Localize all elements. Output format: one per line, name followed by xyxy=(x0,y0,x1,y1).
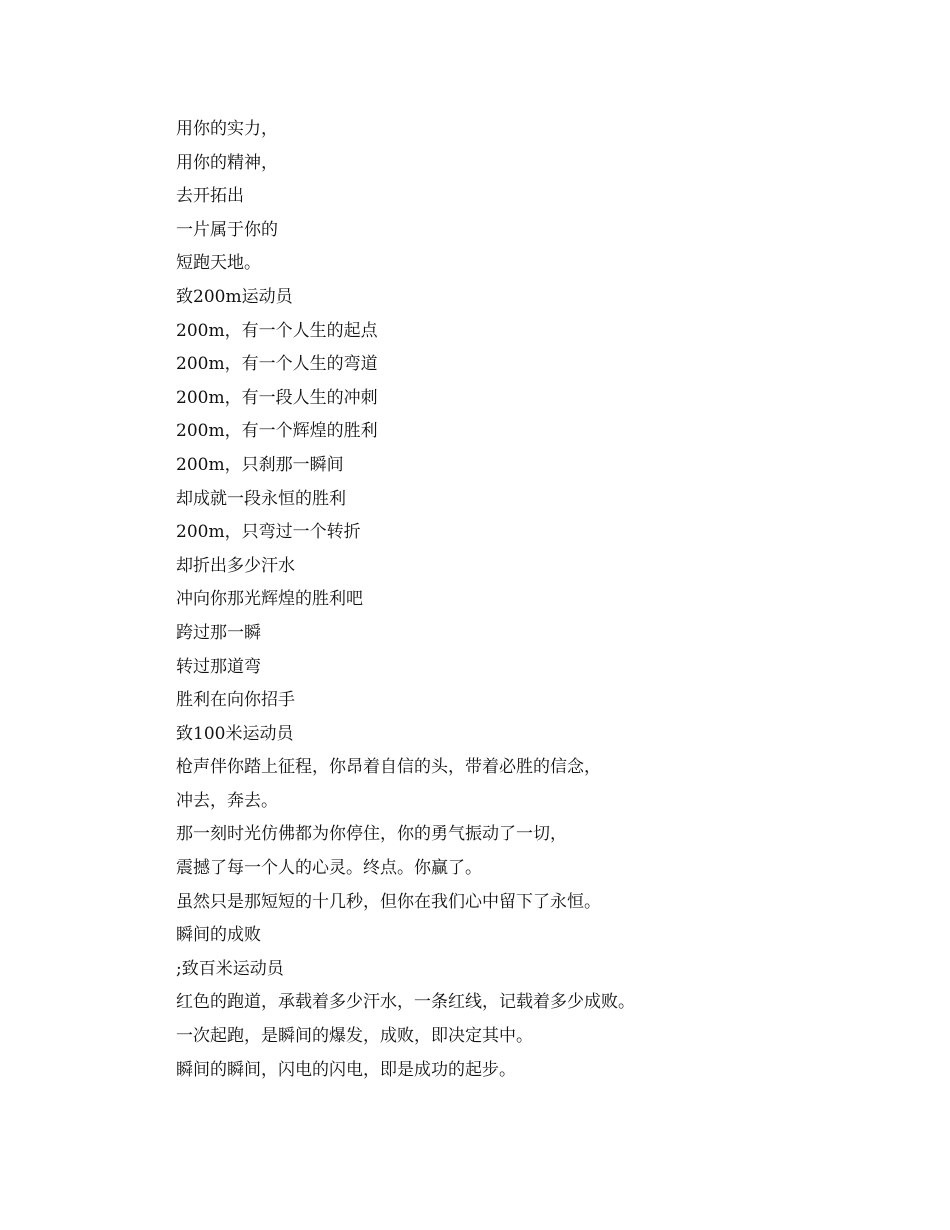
text-line: 一片属于你的 xyxy=(176,219,278,240)
text-line: 跨过那一瞬 xyxy=(176,622,261,643)
section-heading: 致100米运动员 xyxy=(176,723,294,744)
section-heading: 致200m运动员 xyxy=(176,286,293,307)
text-line: 瞬间的瞬间，闪电的闪电，即是成功的起步。 xyxy=(176,1059,516,1080)
text-line: 200m，有一个辉煌的胜利 xyxy=(176,421,378,442)
text-line: 200m，只刹那一瞬间 xyxy=(176,454,344,475)
poem-text xyxy=(176,113,876,1087)
section-heading: 瞬间的成败 xyxy=(176,925,261,946)
text-line: 那一刻时光仿佛都为你停住，你的勇气振动了一切， xyxy=(176,824,567,845)
text-line: 200m，有一个人生的弯道 xyxy=(176,354,378,375)
text-line: 震撼了每一个人的心灵。终点。你赢了。 xyxy=(176,858,482,879)
text-line: 用你的实力， xyxy=(176,119,278,139)
text-line: 枪声伴你踏上征程，你昂着自信的头，带着必胜的信念， xyxy=(176,757,601,778)
text-line: 转过那道弯 xyxy=(176,656,261,677)
text-line: 200m，有一段人生的冲刺 xyxy=(176,387,378,408)
text-line: 200m，只弯过一个转折 xyxy=(176,522,361,543)
text-line: 虽然只是那短短的十几秒，但你在我们心中留下了永恒。 xyxy=(176,891,601,912)
text-line: 一次起跑，是瞬间的爆发，成败，即决定其中。 xyxy=(176,1026,533,1047)
section-heading: ;致百米运动员 xyxy=(176,958,284,979)
text-line: 红色的跑道，承载着多少汗水，一条红线，记载着多少成败。 xyxy=(176,992,635,1013)
text-line: 却折出多少汗水 xyxy=(176,555,295,576)
text-line: 200m，有一个人生的起点 xyxy=(176,320,378,341)
text-line: 胜利在向你招手 xyxy=(176,690,295,711)
text-line: 却成就一段永恒的胜利 xyxy=(176,488,346,509)
text-line: 冲去，奔去。 xyxy=(176,790,278,811)
text-line: 用你的精神， xyxy=(176,152,278,173)
text-line: 短跑天地。 xyxy=(176,253,261,274)
text-line: 去开拓出 xyxy=(176,186,244,207)
text-line: 冲向你那光辉煌的胜利吧 xyxy=(176,589,363,610)
